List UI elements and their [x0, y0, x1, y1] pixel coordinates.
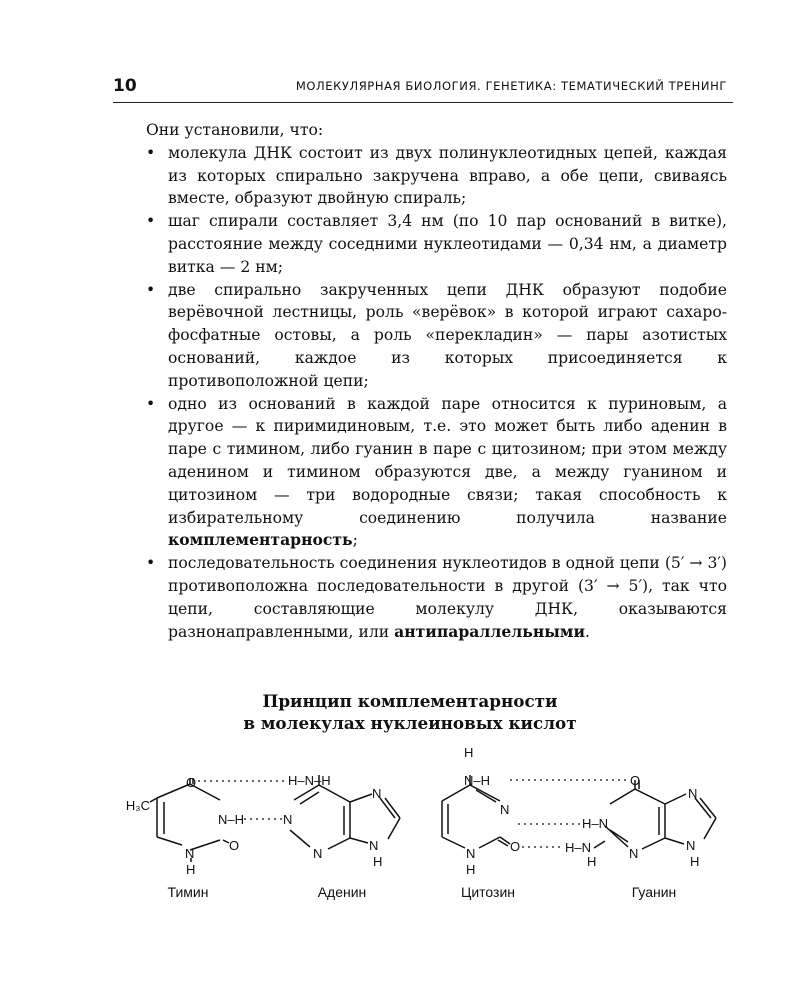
bullet-item-4: [146, 393, 727, 553]
atom-h: H: [466, 862, 476, 877]
term-complementarity: комплементарность: [168, 530, 353, 550]
atom-hnh: H–N–H: [288, 773, 331, 788]
atom-nh: N–H: [218, 812, 245, 827]
section-title-line-2: в молекулах нуклеиновых кислот: [243, 713, 577, 733]
atom-hn: H–N: [582, 816, 609, 831]
bullet-text: последовательность соединения нуклеотидов в одной цепи (5′ → 3′) противоположна последовательности в другой (3′ → 5′), так что цепи, составляющие молекулу ДНК, оказываются разнонаправленными, или: [168, 554, 727, 641]
atom-h: H: [373, 854, 383, 869]
bullet-text: молекула ДНК состоит из двух полинуклеотидных цепей, каждая из которых спирально закручена вправо, а обе цепи, свиваясь вместе, образуют двойную спираль;: [168, 143, 727, 208]
section-title: [150, 690, 670, 734]
atom-o: O: [630, 773, 641, 788]
atom-n: N: [686, 838, 696, 853]
bullet-punct: ;: [352, 531, 358, 550]
atom-labels: [126, 745, 699, 877]
atom-n: N: [185, 846, 195, 861]
bullet-item-5: [146, 552, 727, 643]
atom-n: N: [372, 786, 382, 801]
methyl-group: H₃C: [125, 798, 150, 813]
atom-h: H: [690, 854, 700, 869]
atom-hn: H–N: [565, 840, 592, 855]
atom-n: N: [629, 846, 639, 861]
atom-h: H: [186, 862, 196, 877]
bullet-item-3: [146, 279, 727, 393]
bullet-list: [146, 142, 727, 644]
atom-n: N: [369, 838, 379, 853]
cytosine-label: Цитозин: [460, 884, 516, 900]
molecule-names: [168, 884, 677, 900]
bullet-text: две спирально закрученных цепи ДНК образуют подобие верёвочной лестницы, роль «верёвок» в которой играют сахаро-фосфатные остовы, а роль «перекладин» — пары азотистых оснований, каждое из которых присоединяется к противоположной цепи;: [168, 280, 727, 390]
section-title-line-1: Принцип комплементарности: [262, 691, 558, 711]
atom-n: N: [283, 812, 293, 827]
adenine-label: Аденин: [317, 884, 367, 900]
atom-h: H: [587, 854, 597, 869]
bullet-item-1: [146, 142, 727, 210]
atom-n: N: [313, 846, 323, 861]
thymine-label: Тимин: [167, 884, 209, 900]
base-pairing-diagram: [0, 740, 800, 910]
guanine-label: Гуанин: [631, 884, 677, 900]
atom-o: O: [510, 839, 521, 854]
page-header: [113, 72, 733, 103]
atom-h: H: [464, 745, 474, 760]
bullet-text: одно из оснований в каждой паре относится к пуриновым, а другое — к пиримидиновым, т.е. это может быть либо аденин в паре с тимином, либо гуанин в паре с цитозином; при этом между аденином и тимином образуются две, а между гуанином и цитозином — три водородные связи; такая способность к избирательному соединению получила название: [168, 394, 727, 527]
atom-nh: N–H: [464, 773, 491, 788]
atom-o: O: [229, 838, 240, 853]
atom-n: N: [500, 802, 510, 817]
page-number: 10: [113, 76, 137, 96]
bullet-punct: .: [585, 622, 591, 641]
running-title: МОЛЕКУЛЯРНАЯ БИОЛОГИЯ. ГЕНЕТИКА: ТЕМАТИЧЕСКИЙ ТРЕНИНГ: [295, 79, 727, 93]
atom-o: O: [186, 775, 197, 790]
body-text: [146, 119, 727, 643]
hydrogen-bonds: [198, 780, 627, 847]
bullet-item-2: [146, 210, 727, 278]
atom-n: N: [466, 846, 476, 861]
atom-n: N: [688, 786, 698, 801]
intro-paragraph: Они установили, что:: [146, 121, 324, 139]
term-antiparallel: антипараллельными: [394, 621, 586, 641]
bullet-text: шаг спирали составляет 3,4 нм (по 10 пар оснований в витке), расстояние между соседними нуклеотидами — 0,34 нм, а диаметр витка — 2 нм;: [168, 212, 727, 276]
